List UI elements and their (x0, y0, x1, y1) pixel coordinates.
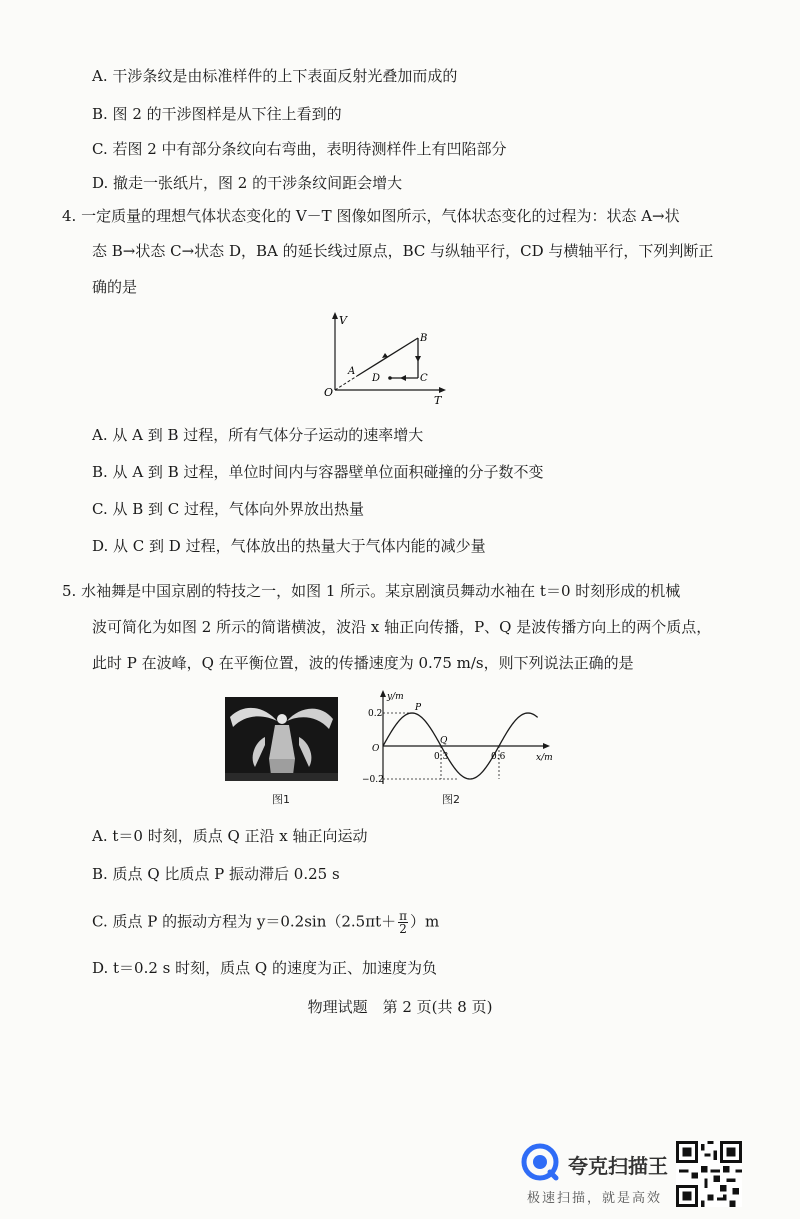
q5-option-c-suffix: ）m (410, 912, 440, 931)
x-tick-1: 0.3 (434, 752, 449, 762)
point-p-label: P (415, 703, 422, 713)
point-d-label: D (372, 373, 381, 384)
q5-option-a: A. t＝0 时刻，质点 Q 正沿 x 轴正向运动 (92, 827, 368, 845)
y-tick-neg: −0.2 (362, 775, 384, 785)
q4-option-a: A. 从 A 到 B 过程，所有气体分子运动的速率增大 (92, 426, 424, 444)
q5-option-c-prefix: C. 质点 P 的振动方程为 y＝0.2sin（2.5πt＋ (92, 912, 397, 931)
scanner-logo-icon (520, 1142, 560, 1182)
figure-2-caption: 图2 (442, 793, 460, 806)
wave-origin-label: O (372, 744, 380, 754)
q4-stem-line-3: 确的是 (92, 278, 138, 296)
dancer-photo (225, 697, 338, 781)
q4-option-b: B. 从 A 到 B 过程，单位时间内与容器壁单位面积碰撞的分子数不变 (92, 463, 544, 481)
scanner-brand: 夸克扫描王 (568, 1154, 668, 1178)
q5-stem-line-3: 此时 P 在波峰，Q 在平衡位置，波的传播速度为 0.75 m/s，则下列说法正确的是 (92, 654, 634, 672)
t-axis-label: T (434, 394, 442, 407)
q5-option-d: D. t＝0.2 s 时刻，质点 Q 的速度为正、加速度为负 (92, 959, 437, 977)
v-axis-label: V (339, 314, 347, 327)
q5-stem-line-1: 5. 水袖舞是中国京剧的特技之一，如图 1 所示。某京剧演员舞动水袖在 t＝0 时刻形成的机械 (62, 582, 681, 600)
point-c-label: C (420, 373, 428, 384)
qr-code-icon (676, 1141, 742, 1207)
fraction-denominator: 2 (399, 922, 407, 936)
point-q-label: Q (440, 736, 448, 746)
x-axis-label: x/m (536, 753, 553, 763)
y-tick-pos: 0.2 (368, 709, 383, 719)
q3-option-b: B. 图 2 的干涉图样是从下往上看到的 (92, 105, 342, 123)
fraction-numerator: π (399, 909, 407, 923)
wave-graph (360, 688, 560, 788)
q4-option-c: C. 从 B 到 C 过程，气体向外界放出热量 (92, 500, 365, 518)
figure-1-caption: 图1 (272, 793, 290, 806)
q3-option-d: D. 撤走一张纸片，图 2 的干涉条纹间距会增大 (92, 174, 403, 192)
q3-option-a: A. 干涉条纹是由标准样件的上下表面反射光叠加而成的 (92, 67, 458, 85)
q4-stem-line-2: 态 B→状态 C→状态 D，BA 的延长线过原点，BC 与纵轴平行，CD 与横轴平行，下列判断正 (92, 242, 714, 260)
scanner-slogan: 极速扫描，就是高效 (527, 1191, 663, 1206)
q4-vt-graph (310, 308, 450, 408)
origin-label: O (324, 386, 334, 399)
q3-option-c: C. 若图 2 中有部分条纹向右弯曲，表明待测样件上有凹陷部分 (92, 140, 507, 158)
y-axis-label: y/m (387, 692, 404, 702)
q4-stem-line-1: 4. 一定质量的理想气体状态变化的 V－T 图像如图所示，气体状态变化的过程为：状态 A→状 (62, 207, 680, 225)
q5-stem-line-2: 波可简化为如图 2 所示的简谐横波，波沿 x 轴正向传播，P、Q 是波传播方向上的两个质点， (92, 618, 712, 636)
pi-over-two-fraction (398, 910, 408, 935)
page-footer: 物理试题 第 2 页(共 8 页) (307, 998, 493, 1016)
point-b-label: B (420, 333, 428, 344)
point-a-label: A (348, 366, 356, 377)
q5-option-b: B. 质点 Q 比质点 P 振动滞后 0.25 s (92, 865, 340, 883)
x-tick-2: 0.6 (491, 752, 506, 762)
q5-option-c (92, 910, 439, 935)
q4-option-d: D. 从 C 到 D 过程，气体放出的热量大于气体内能的减少量 (92, 537, 486, 555)
